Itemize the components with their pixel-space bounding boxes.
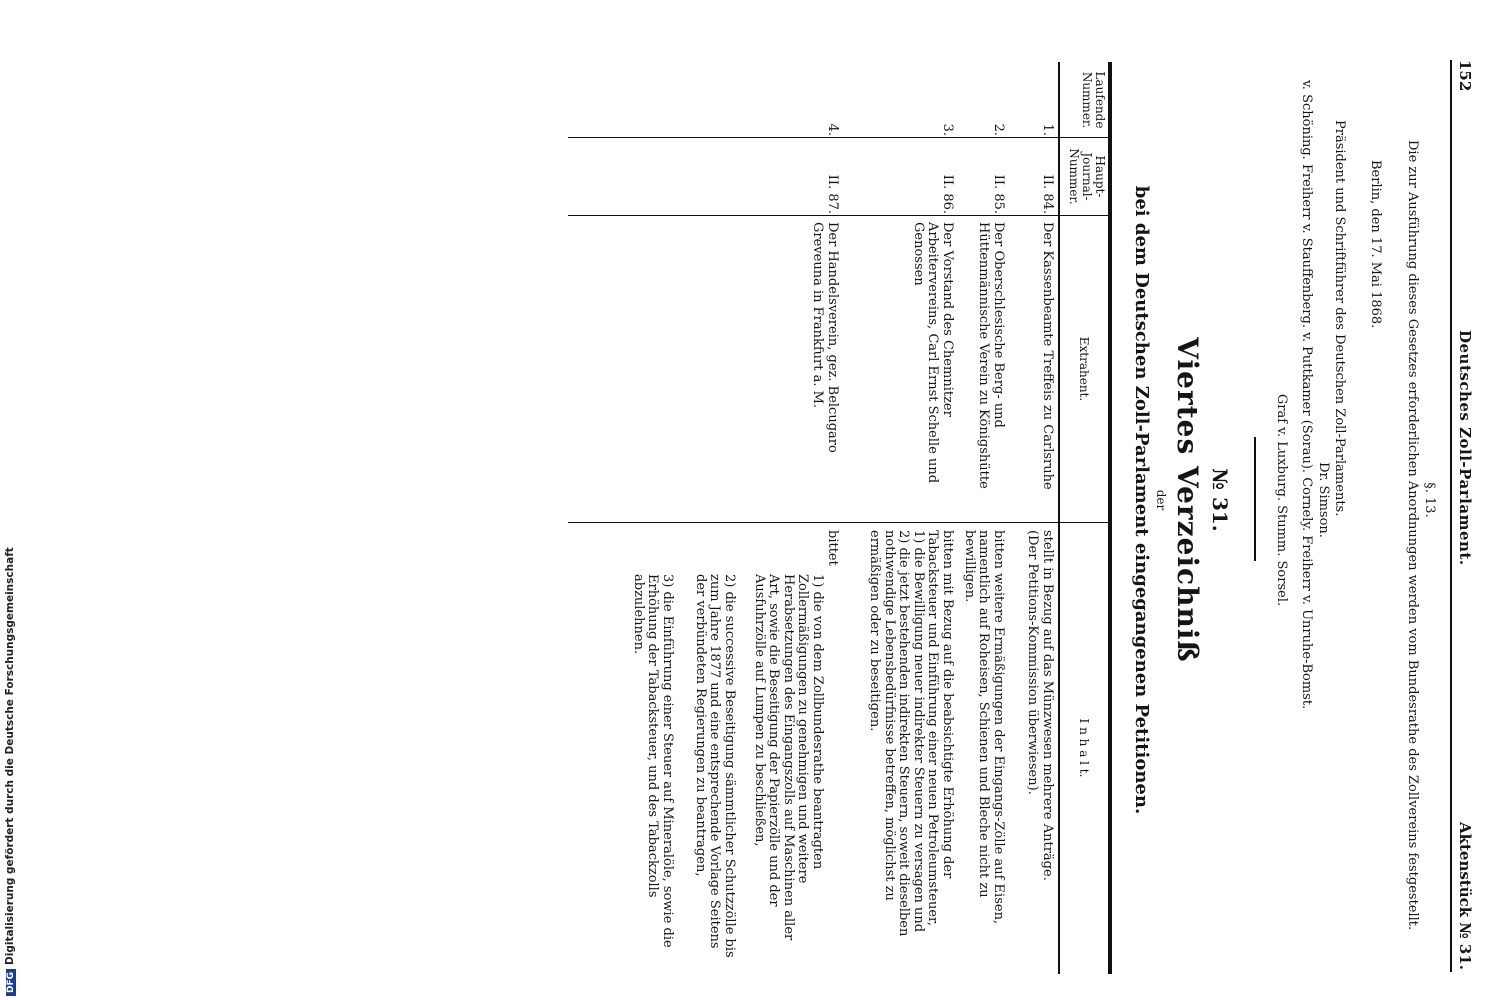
- row-4-inhalt-item-3: 3) die Einführung einer Steuer auf Mineralöle, sowie die Erhöhung der Tabacksteuer, und des Tabackzolls abzulehnen.: [631, 574, 675, 948]
- row-4-extrahent: Der Handelsverein, gez. Belcugaro Greveuna in Frankfurt a. M.: [810, 222, 840, 453]
- header-rule: [1450, 60, 1452, 972]
- row-1-extrahent: Der Kassenbeamte Treffeis zu Carlsruhe: [1040, 222, 1055, 490]
- row-4-inhalt-lead: bittet: [825, 530, 840, 566]
- row-2-laufende-nummer: 2.: [991, 123, 1006, 136]
- row-4-laufende-nummer: 4.: [825, 123, 840, 136]
- page-number: 152: [1456, 60, 1474, 92]
- presidium-line: Präsident und Schriftführer des Deutschen Zoll-Parlaments.: [1332, 120, 1347, 517]
- row-4-inhalt-item-1: 1) die von dem Zollbundesrathe beantragten Zollermäßigungen zu genehmigen und weitere Herabsetzungen des Eingangszolls auf Maschinen aller Art, sowie die Beseitigung der Papierzölle und der Ausfuhrzölle auf Lumpen zu beschließen,: [752, 574, 825, 941]
- secretaries-line-1: v. Schöning. Freiherr v. Stauffenberg. v. Puttkamer (Sorau). Cornely. Freiherr v. Unruhe-Bomst.: [1299, 80, 1314, 710]
- section-text: Die zur Ausführung dieses Gesetzes erforderlichen Anordnungen werden vom Bundesrathe des Zollvereins festgestellt.: [1405, 140, 1420, 931]
- column-divider-3: [568, 522, 1108, 523]
- column-header-laufende-nummer: Laufende Nummer.: [1080, 71, 1107, 129]
- digitization-watermark: [4, 547, 20, 996]
- row-3-laufende-nummer: 3.: [940, 123, 955, 136]
- separator-rule: [1255, 437, 1257, 561]
- document-number: № 31.: [1208, 468, 1232, 532]
- date-line: Berlin, den 17. Mai 1868.: [1368, 160, 1383, 329]
- column-divider-1: [568, 137, 1108, 138]
- row-3-inhalt: bitten mit Bezug auf die beabsichtigte Erhöhung der Tabacksteuer und Einführung einer neuen Petroleumsteuer, 1) die Bewilligung neuer indirekter Steuern zu versagen und 2) die jetzt bestehenden indirekten Steuern, soweit dieselben nothwendige Lebensbedürfnisse betreffen, möglichst zu ermäßigen oder zu beseitigen.: [867, 530, 955, 937]
- column-header-journal-nummer: Haupt- Journal- Nummer.: [1067, 148, 1107, 205]
- row-1-journal-nummer: II. 84.: [1040, 174, 1055, 214]
- table-header-rule: [1059, 62, 1061, 974]
- column-header-inhalt: I n h a l t.: [1077, 718, 1091, 778]
- watermark-text: Digitalisierung gefördert durch die Deutsche Forschungsgemeinschaft: [4, 547, 16, 965]
- piece-number: Aktenstück № 31.: [1456, 821, 1474, 970]
- row-3-journal-nummer: II. 86.: [940, 174, 955, 214]
- row-2-inhalt: bitten weitere Ermäßigungen der Eingangs-Zölle auf Eisen, namentlich auf Roheisen, Schienen und Bleche nicht zu bewilligen.: [962, 530, 1006, 925]
- document-subtitle: bei dem Deutschen Zoll-Parlament eingegangenen Petitionen.: [1131, 185, 1152, 815]
- row-3-extrahent: Der Vorstand des Chemnitzer Arbeitervereins, Carl Ernst Schelle und Genossen: [911, 222, 955, 484]
- dfg-logo: DFG: [6, 969, 16, 996]
- row-2-journal-nummer: II. 85.: [991, 174, 1006, 214]
- table-top-rule: [1108, 62, 1112, 974]
- row-2-extrahent: Der Oberschlesische Berg- und Hüttenmännische Verein zu Königshütte: [976, 222, 1006, 489]
- column-header-extrahent: Extrahent.: [1077, 336, 1091, 402]
- section-number: §. 13.: [1422, 482, 1437, 518]
- running-title: Deutsches Zoll-Parlament.: [1456, 330, 1474, 566]
- president-name: Dr. Simson.: [1316, 462, 1331, 538]
- row-4-inhalt-item-2: 2) die successive Beseitigung sämmtlicher Schutzzölle bis zum Jahre 1877 und eine entsprechende Vorlage Seitens der verbündeten Regierungen zu beantragen,: [693, 574, 737, 958]
- row-1-laufende-nummer: 1.: [1040, 123, 1055, 136]
- column-divider-2: [568, 215, 1108, 216]
- heading-der: der: [1154, 489, 1168, 511]
- secretaries-line-2: Graf v. Luxburg. Stumm. Sorsel.: [1274, 393, 1289, 607]
- document-title: Viertes Verzeichniß: [1171, 337, 1204, 663]
- row-4-journal-nummer: II. 87.: [825, 174, 840, 214]
- row-1-inhalt: stellt in Bezug auf das Münzwesen mehrere Anträge. (Der Petitions-Kommission überwiesen).: [1025, 530, 1055, 881]
